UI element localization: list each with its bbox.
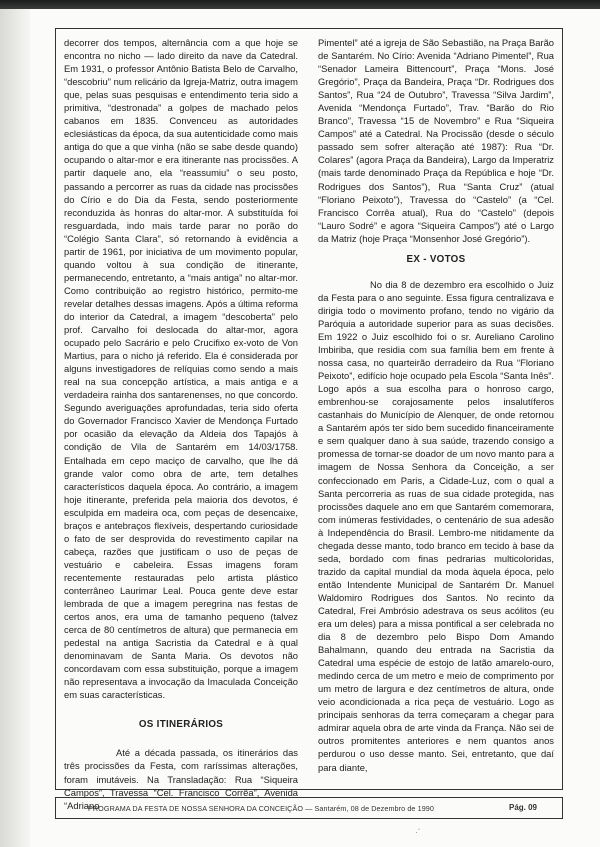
scan-left-shadow bbox=[0, 9, 30, 847]
footer-text: PROGRAMA DA FESTA DE NOSSA SENHORA DA CONCEIÇÃO — Santarém, 08 de Dezembro de 1990 bbox=[88, 804, 434, 813]
body-paragraph: Até a década passada, os itinerários das três procissões da Festa, com raríssimas alterações, foram imutáveis. Na Transladação: Rua “Siqueira Campos”, Travessa “Cel. Francisco Corrêa”, Avenida “Adriano bbox=[64, 747, 298, 811]
body-paragraph: Pimentel” até a igreja de São Sebastião, na Praça Barão de Santarém. No Círio: Avenida “Adriano Pimentel”, Rua “Senador Lameira Bittencourt”, Praça “Mons. José Gregório”, Praça da Bandeira, Praça “Dr. Rodrigues dos Santos”, Rua “24 de Outubro”, Travessa “Silva Jardim”, Avenida “Mendonça Furtado”, Trav. “Barão do Rio Branco”, Travessa “15 de Novembro” e Rua “Siqueira Campos” até a Catedral. Na Procissão (desde o século passado sem sofrer alteração até 1987): Rua “Dr. Colares” (agora Praça da Bandeira), Largo da Imperatriz (mais tarde denominado Praça da República e hoje “Dr. Rodrigues dos Santos”), Rua “Santa Cruz” (atual “Floriano Peixoto”), Travessa do “Castelo” (a “Cel. Francisco Corrêa atual), Rua do “Castelo” (depois “Lauro Sodré” e agora “Siqueira Campos”) até o Largo da Matriz (hoje Praça “Monsenhor José Gregório”). bbox=[318, 37, 554, 244]
scan-top-edge bbox=[0, 0, 600, 9]
section-heading-ex-votos: EX - VOTOS bbox=[406, 253, 466, 265]
section-heading-itinerarios: OS ITINERÁRIOS bbox=[138, 719, 224, 731]
page-footer bbox=[55, 797, 563, 819]
body-paragraph: decorrer dos tempos, alternância com a que hoje se encontra no nicho — lado direito da nave da Catedral. Em 1931, o professor Antônio Batista Belo de Carvalho, “descobriu” num relicário da Igreja-Matriz, outra imagem que, pelas suas pesquisas e entendimento teria sido a primitiva, “destronada” a golpes de machado pelos cabanos em 1835. Convenceu as autoridades eclesiásticas da época, da sua autenticidade como mais antiga do que a que vinha (não se sabe desde quando) ocupando o altar-mor e era itinerante nas procissões. A partir daquele ano, ela “reassumiu” o seu posto, passando a percorrer as ruas da cidade nas procissões do Círio e do Dia da Festa, sendo posteriormente reconduzida às honras do altar-mor. A substituída foi resguardada, indo mais tarde parar no porão do “Colégio Santa Clara”, só retornando à evidência a partir de 1961, por iniciativa de um movimento popular, quando voltou à sua condição de itinerante, permanecendo, entretanto, a “mais antiga” no altar-mor. Como contribuição ao registro histórico, permito-me revelar detalhes dessas imagens. Após a última reforma do interior da Catedral, a imagem “descoberta” pelo prof. Carvalho foi deslocada do altar-mor, agora ocupado pelo Sacrário e pelo Crucifixo ex-voto de Von Martius, para o nicho já referido. Ela é considerada por alguns investigadores de relíquias como sendo a mais real na sua concepção artística, a mais antiga e a verdadeira rainha dos santarenenses, no que concordo. Segundo averiguações aprofundadas, teria sido oferta do Governador Francisco Xavier de Mendonça Furtado por ocasião da elevação da Aldeia dos Tapajós à condição de Vila de Santarém em 14/03/1758. Entalhada em cepo maciço de carvalho, que lhe dá grande valor como obra de arte, tem detalhes característicos daquela época. Ao contrário, a imagem hoje itinerante, preferida pela maioria dos devotos, é esculpida em madeira oca, com peças de desencaixe, braços e antebraços flexíveis, despertando curiosidade o fato de ser desprovida do revestimento capilar na cabeça, razões que justificam o uso de peças de vestuário e cabeleira. Essas imagens foram recentemente restauradas pelo artista plástico conterrâneo Laurimar Leal. Pouca gente deve estar lembrada de que a imagem peregrina nas festas de certos anos, era uma de tamanho pequeno (talvez cerca de 80 centímetros de altura) que permanecia em pedestal na antiga Sacristia da Catedral e à qual denominavam de Santa Maria. Os devotos não concordavam com essa substituição, porque a imagem não representava a invocação da Imaculada Conceição em suas características. bbox=[64, 37, 298, 701]
body-paragraph: No dia 8 de dezembro era escolhido o Juiz da Festa para o ano seguinte. Essa figura centralizava e dirigia todo o movimento profano, tendo no vigário da Paróquia a autoridade superior para as suas decisões. Em 1922 o Juiz escolhido foi o sr. Aureliano Carolino Imbiriba, que residia com sua família bem em frente à nossa casa, no quarteirão derradeiro da Rua “Floriano Peixoto”, edifício hoje ocupado pela Escola “Santa Inês”. Logo após a sua escolha para o honroso cargo, embrenhou-se corajosamente pelos insalutíferos castanhais do Município de Alenquer, de onde retornou a Santarém após ter sido bem sucedido financeiramente e sem qualquer dano à sua saúde, trazendo consigo a promessa de tornar-se doador de um novo manto para a imagem de Nossa Senhora da Conceição, a ser confeccionado em Paris, a Cidade-Luz, com o qual a Santa percorreria as ruas de sua cidade protegida, nas procissões daquele ano em que Santarém comemorara, com inúmeras festividades, o centenário de sua adesão à Independência do Brasil. Lembro-me nitidamente da chegada desse manto, todo branco em tecido à base da seda, bordado com finas pedrarias multicoloridas, trazido da capital mundial da moda àquela época, pelo então Intendente Municipal de Santarém Dr. Manuel Waldomiro Rodrigues dos Santos. No recinto da Catedral, Frei Ambrósio adestrava os seus acólitos (eu era um deles) para a missa pontifical a ser celebrada no dia 8 de dezembro pelo Bispo Dom Amando Bahalmann, quando deu entrada na Sacristia da Catedral uma espécie de estojo de latão amarelo-ouro, medindo cerca de um metro e meio de comprimento por um metro de largura e dez centímetros de altura, onde veio acondicionada a rica peça de vestuário. Logo as principais senhoras da terra começaram a chegar para admirar aquela obra de arte vinda da França. Não sei de outros promitentes anteriores e nem quantos anos perdurou o uso desse manto. Sei, entretanto, que daí para diante, bbox=[318, 278, 554, 773]
left-column bbox=[64, 36, 298, 812]
right-column bbox=[318, 36, 554, 774]
page-number: Pág. 09 bbox=[508, 803, 537, 812]
scan-artifact: ·ˊ bbox=[415, 828, 421, 837]
